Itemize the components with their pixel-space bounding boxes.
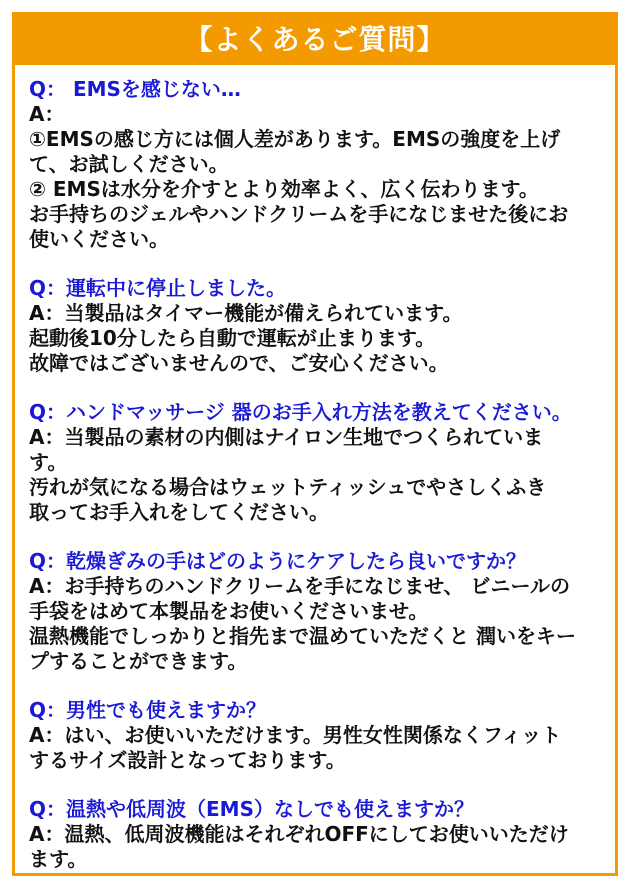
faq-item [29, 276, 605, 376]
faq-item [29, 797, 605, 872]
faq-answer-line: お手持ちのジェルやハンドクリームを手になじませた後にお [29, 202, 569, 226]
faq-list [15, 65, 615, 872]
faq-question: Q： EMSを感じない… [29, 77, 241, 101]
faq-question: Q：運転中に停止しました。 [29, 276, 287, 300]
faq-answer-line: A：お手持ちのハンドクリームを手になじませ、 ビニールの [29, 574, 571, 598]
faq-answer-line: 故障ではございませんので、ご安心ください。 [29, 351, 449, 375]
faq-answer-line: プすることができます。 [29, 649, 248, 673]
faq-question: Q：乾燥ぎみの手はどのようにケアしたら良いですか？ [29, 549, 527, 573]
faq-title: 【よくあるご質問】 [15, 15, 615, 65]
faq-answer-line: するサイズ設計となっております。 [29, 748, 346, 772]
faq-answer-line: 使いください。 [29, 227, 169, 251]
faq-answer-line: 起動後10分したら自動で運転が止まります。 [29, 326, 436, 350]
faq-answer-line: A：温熱、低周波機能はそれぞれOFFにしてお使いいただけ [29, 822, 569, 846]
faq-panel [12, 12, 618, 876]
faq-item [29, 400, 605, 525]
faq-answer-line: 取ってお手入れをしてください。 [29, 500, 329, 524]
faq-answer-line: A： [29, 102, 65, 126]
faq-item [29, 698, 605, 773]
faq-answer-line: す。 [29, 450, 68, 474]
faq-answer-line: て、お試しください。 [29, 152, 229, 176]
faq-item [29, 77, 605, 252]
faq-answer-line: 温熱機能でしっかりと指先まで温めていただくと 潤いをキー [29, 624, 576, 648]
faq-answer-line: A：当製品の素材の内側はナイロン生地でつくられていま [29, 425, 544, 449]
faq-answer-line: 汚れが気になる場合はウェットティッシュでやさしくふき [29, 475, 547, 499]
faq-question: Q：ハンドマッサージ 器のお手入れ方法を教えてください。 [29, 400, 572, 424]
faq-answer-line: A：当製品はタイマー機能が備えられています。 [29, 301, 463, 325]
faq-answer-line: ます。 [29, 847, 88, 871]
faq-answer-line: ② EMSは水分を介すとより効率よく、広く伝わります。 [29, 177, 539, 201]
faq-item [29, 549, 605, 674]
faq-answer-line: ①EMSの感じ方には個人差があります。EMSの強度を上げ [29, 127, 561, 151]
faq-question: Q：男性でも使えますか？ [29, 698, 267, 722]
faq-answer-line: 手袋をはめて本製品をお使いくださいませ。 [29, 599, 429, 623]
faq-answer-line: A：はい、お使いいただけます。男性女性関係なくフィット [29, 723, 562, 747]
faq-question: Q：温熱や低周波（EMS）なしでも使えますか？ [29, 797, 474, 821]
